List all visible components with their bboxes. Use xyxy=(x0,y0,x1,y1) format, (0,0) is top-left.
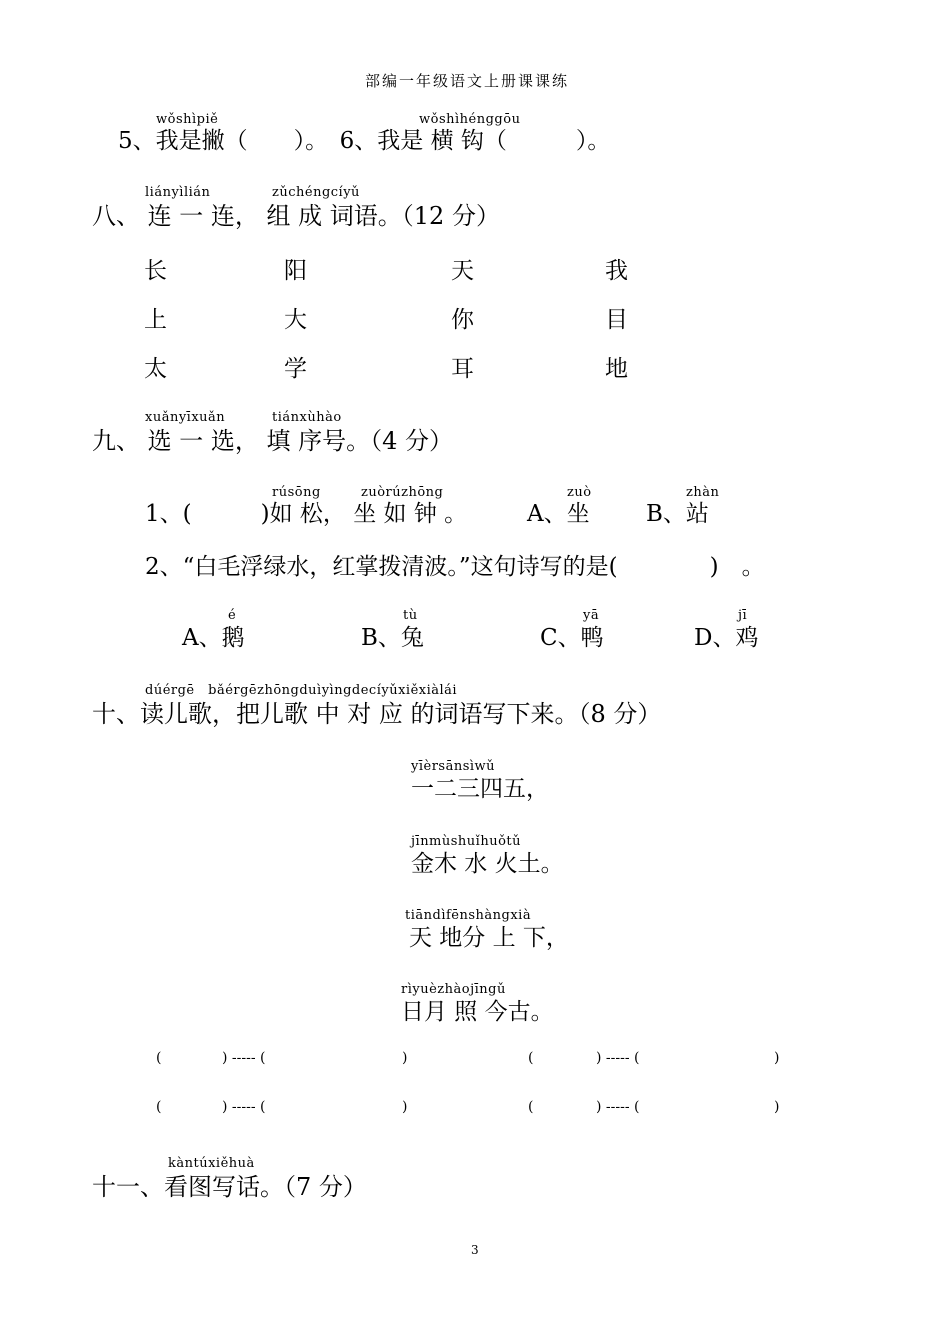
poem-pinyin-2: jīnmùshuǐhuǒtǔ xyxy=(411,834,522,849)
pinyin-section11: kàntúxiěhuà xyxy=(168,1156,255,1171)
option-duck[interactable]: C、鸭 xyxy=(540,625,604,651)
answer-blank-close[interactable]: ) xyxy=(774,1099,780,1115)
answer-blank-link[interactable]: ) ----- ( xyxy=(222,1050,266,1066)
grid-char[interactable]: 目 xyxy=(605,307,628,333)
answer-blank-link[interactable]: ) ----- ( xyxy=(596,1050,640,1066)
poem-pinyin-3: tiāndìfēnshàngxià xyxy=(405,908,532,923)
poem-line-4: 日月 照 今古。 xyxy=(401,999,554,1025)
option-b-zhan[interactable]: B、站 xyxy=(646,501,709,527)
poem-pinyin-1: yīèrsānsìwǔ xyxy=(411,759,496,774)
answer-blank-link[interactable]: ) ----- ( xyxy=(596,1099,640,1115)
pinyin-option-a: zuò xyxy=(567,485,592,500)
grid-char[interactable]: 我 xyxy=(605,258,628,284)
grid-char[interactable]: 你 xyxy=(451,307,474,333)
pinyin-section9-a: xuǎnyīxuǎn xyxy=(145,410,226,425)
pinyin-section9-b: tiánxùhào xyxy=(272,410,342,425)
grid-char[interactable]: 地 xyxy=(605,356,628,382)
pinyin-section8-a: liányìlián xyxy=(145,185,211,200)
section9-title: 九、 选 一 选， 填 序号。（4 分） xyxy=(92,427,454,455)
pinyin-q9-1-a: rúsōng xyxy=(272,485,321,500)
poem-line-2: 金木 水 火土。 xyxy=(411,851,564,877)
section10-title: 十、读儿歌，把儿歌 中 对 应 的词语写下来。（8 分） xyxy=(92,700,662,728)
grid-char[interactable]: 天 xyxy=(451,258,474,284)
pinyin-option-ya: yā xyxy=(583,608,600,623)
pinyin-section10: dúérgē bǎérgēzhōngduìyìngdecíyǔxiěxiàlái xyxy=(145,683,458,698)
pinyin-option-b: zhàn xyxy=(686,485,720,500)
grid-char[interactable]: 上 xyxy=(144,307,167,333)
option-a-zuo[interactable]: A、坐 xyxy=(527,501,590,527)
poem-line-1: 一二三四五， xyxy=(411,776,549,802)
grid-char[interactable]: 大 xyxy=(284,307,307,333)
grid-char[interactable]: 阳 xyxy=(284,258,307,284)
grid-char[interactable]: 耳 xyxy=(451,356,474,382)
pinyin-q9-1-b: zuòrúzhōng xyxy=(361,485,444,500)
pinyin-q5: wǒshìpiě xyxy=(156,112,219,127)
pinyin-section8-b: zǔchéngcíyǔ xyxy=(272,185,360,200)
option-goose[interactable]: A、鹅 xyxy=(182,625,245,651)
answer-blank-open[interactable]: ( xyxy=(528,1099,534,1115)
answer-blank-close[interactable]: ) xyxy=(402,1050,408,1066)
answer-blank-close[interactable]: ) xyxy=(402,1099,408,1115)
answer-blank-open[interactable]: ( xyxy=(156,1099,162,1115)
pinyin-option-e: é xyxy=(228,608,237,623)
page-header-title: 部编一年级语文上册课课练 xyxy=(365,72,570,90)
answer-blank-link[interactable]: ) ----- ( xyxy=(222,1099,266,1115)
grid-char[interactable]: 长 xyxy=(144,258,167,284)
section11-title: 十一、看图写话。（7 分） xyxy=(92,1173,367,1201)
question-9-1: 1、( )如 松， 坐 如 钟 。 xyxy=(145,501,468,527)
section8-title: 八、 连 一 连， 组 成 词语。（12 分） xyxy=(92,202,500,230)
poem-pinyin-4: rìyuèzhàojīngǔ xyxy=(401,982,506,997)
pinyin-option-ji: jī xyxy=(738,608,748,623)
question-9-2: 2、“白毛浮绿水，红掌拨清波。”这句诗写的是( ) 。 xyxy=(145,554,765,580)
answer-blank-open[interactable]: ( xyxy=(528,1050,534,1066)
pinyin-q6: wǒshìhénggōu xyxy=(419,112,521,127)
question-5-6: 5、我是撇（ ）。 6、我是 横 钩（ ）。 xyxy=(118,128,611,154)
option-chicken[interactable]: D、鸡 xyxy=(694,625,759,651)
poem-line-3: 天 地分 上 下， xyxy=(409,925,569,951)
answer-blank-open[interactable]: ( xyxy=(156,1050,162,1066)
answer-blank-close[interactable]: ) xyxy=(774,1050,780,1066)
grid-char[interactable]: 学 xyxy=(284,356,307,382)
page-number: 3 xyxy=(471,1243,479,1257)
pinyin-option-tu: tù xyxy=(403,608,418,623)
option-rabbit[interactable]: B、兔 xyxy=(361,625,424,651)
grid-char[interactable]: 太 xyxy=(144,356,167,382)
